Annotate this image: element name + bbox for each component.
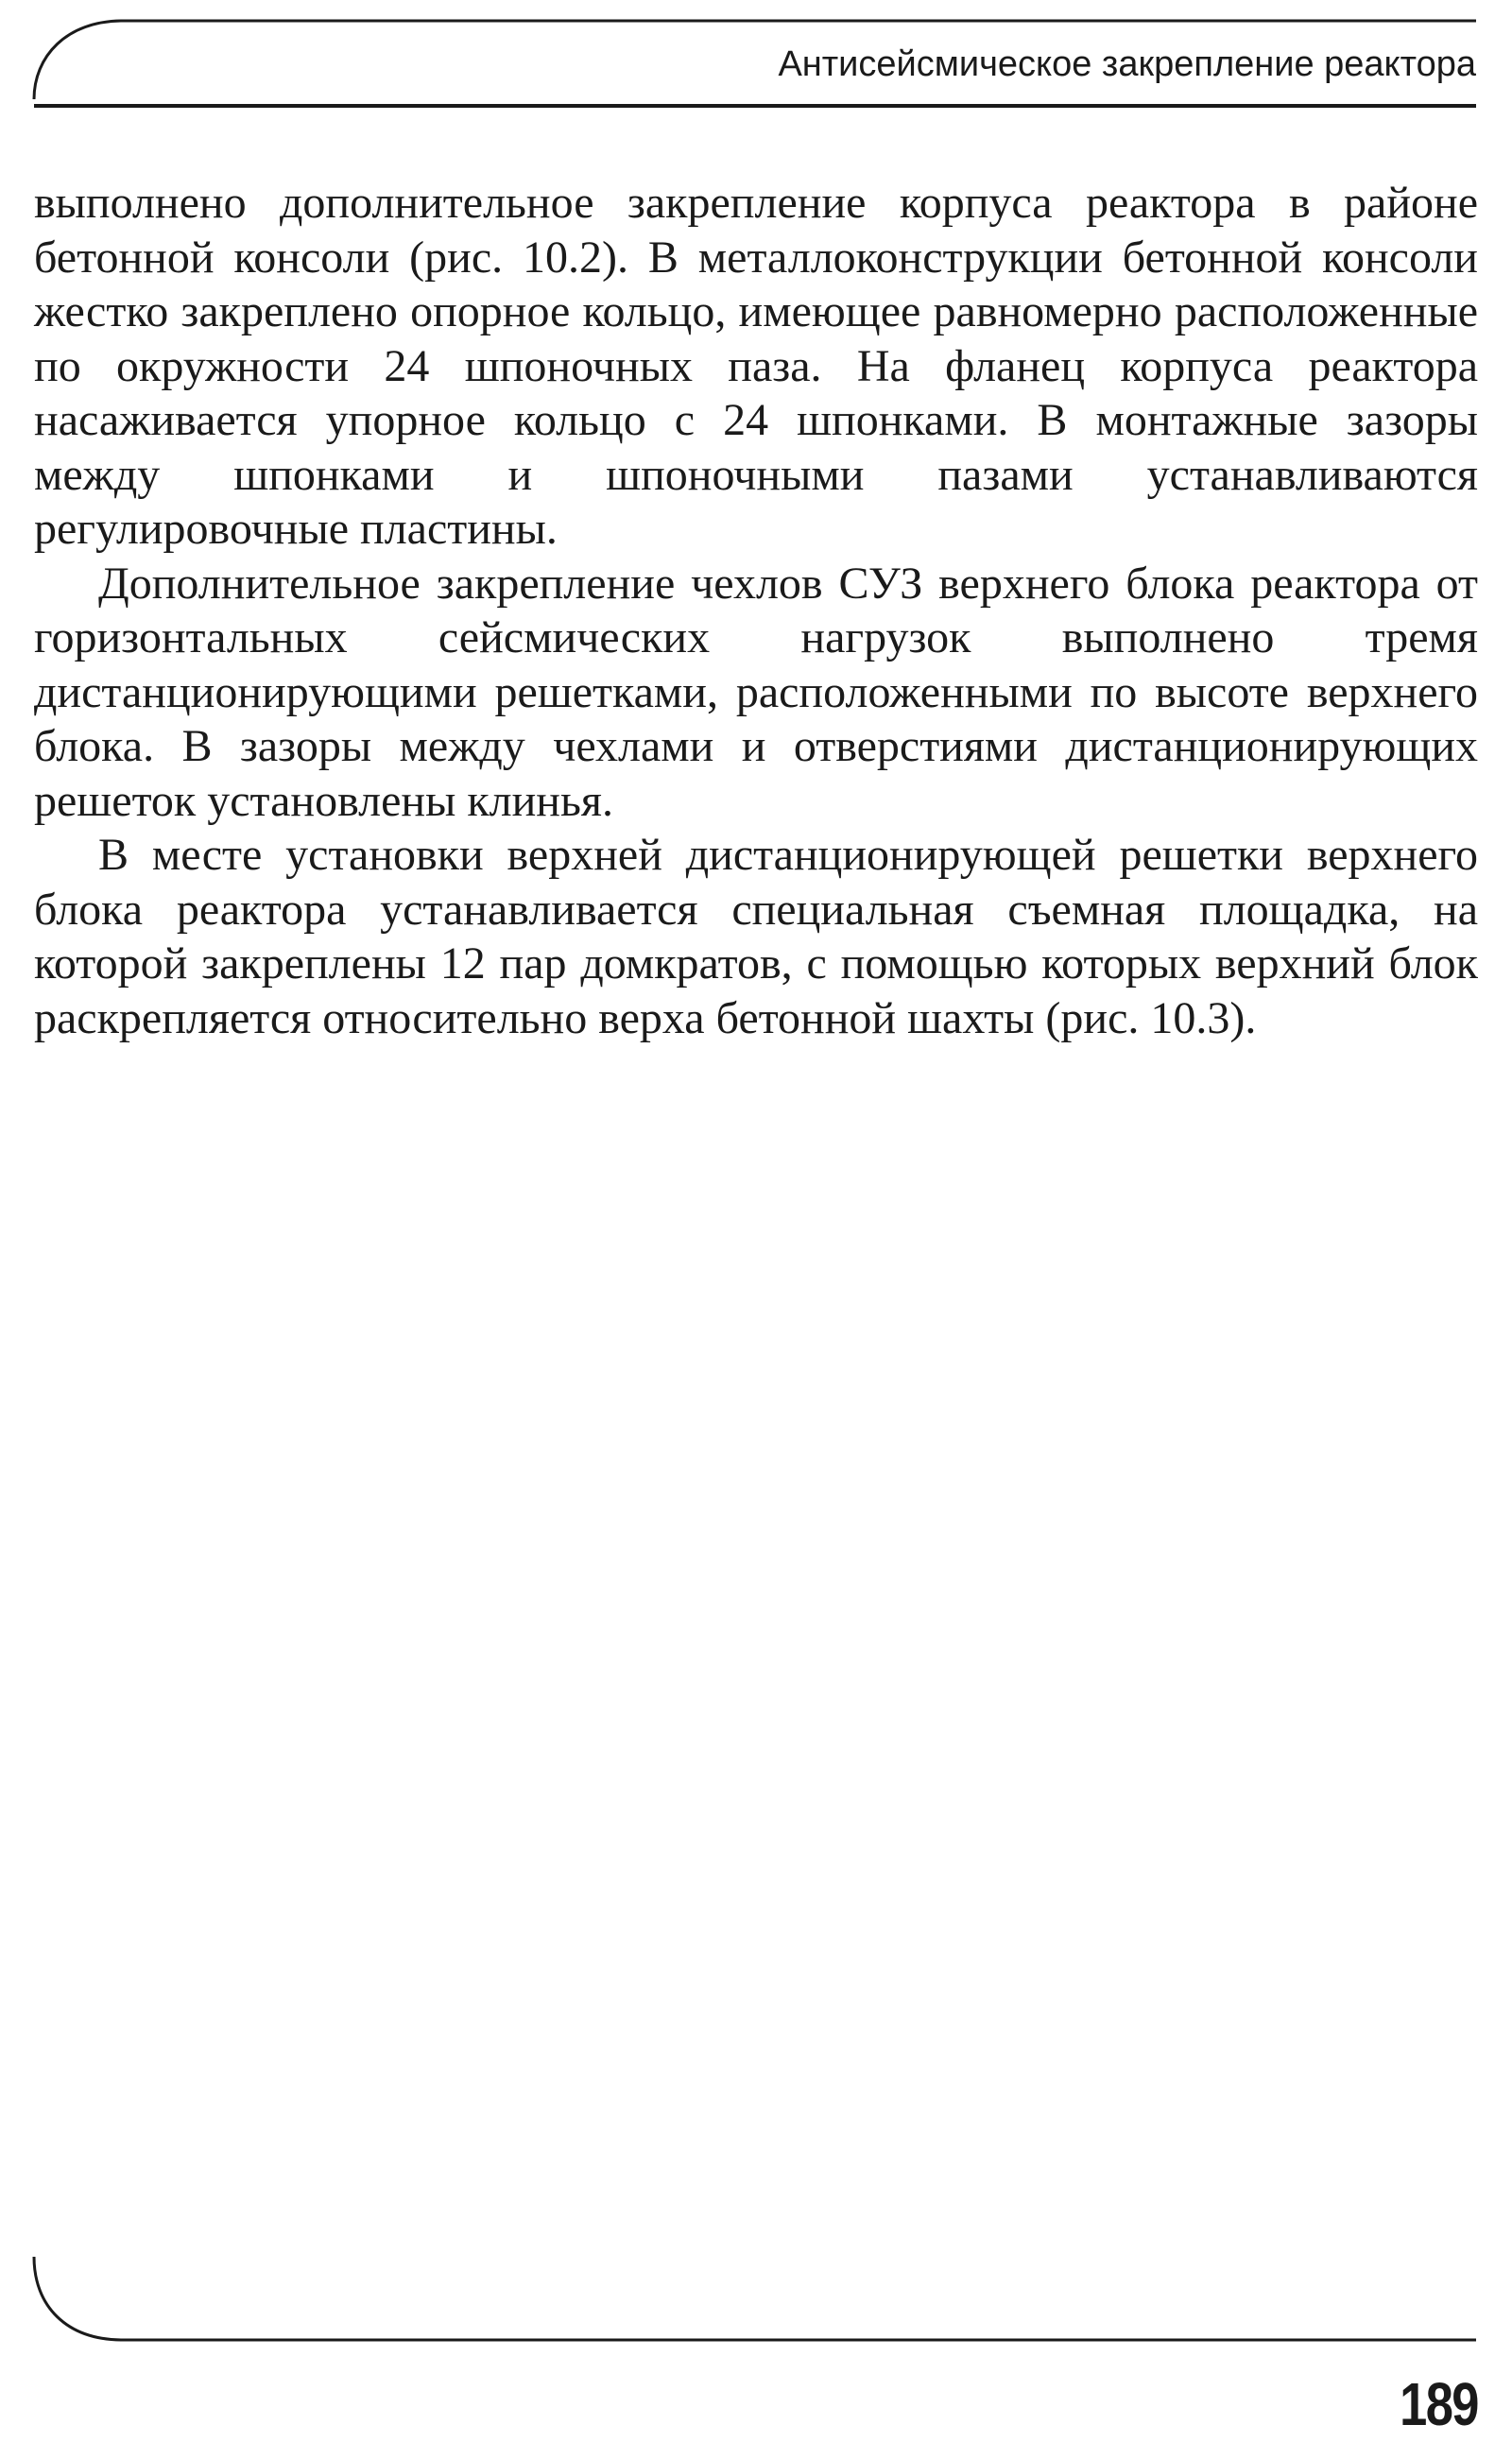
page-number: 189 — [1400, 2370, 1478, 2438]
paragraph: В месте установки верхней дистанционирующей решетки верхнего блока реактора устанавливается специальная съемная площадка, на которой закреплены 12 пар домкратов, с помощью которых верхний блок раскрепляется относительно верха бетонной шахты (рис. 10.3). — [34, 830, 1478, 1043]
paragraph-continuation: выполнено дополнительное закрепление корпуса реактора в районе бетонной консоли (рис. 10.2). В металлоконструкции бетонной консоли жестко закреплено опорное кольцо, имеющее равномерно расположенные по окружности 24 шпоночных паза. На фланец корпуса реактора насаживается упорное кольцо с 24 шпонками. В монтажные зазоры между шпонками и шпоночными пазами устанавливаются регулировочные пластины. — [34, 178, 1478, 554]
paragraph: Дополнительное закрепление чехлов СУЗ верхнего блока реактора от горизонтальных сейсмических нагрузок выполнено тремя дистанционирующими решетками, расположенными по высоте верхнего блока. В зазоры между чехлами и отверстиями дистанционирующих решеток установлены клинья. — [34, 558, 1478, 826]
body-text — [34, 176, 1478, 1045]
running-head: Антисейсмическое закрепление реактора — [778, 44, 1476, 84]
footer-frame-rule — [0, 2249, 1512, 2353]
